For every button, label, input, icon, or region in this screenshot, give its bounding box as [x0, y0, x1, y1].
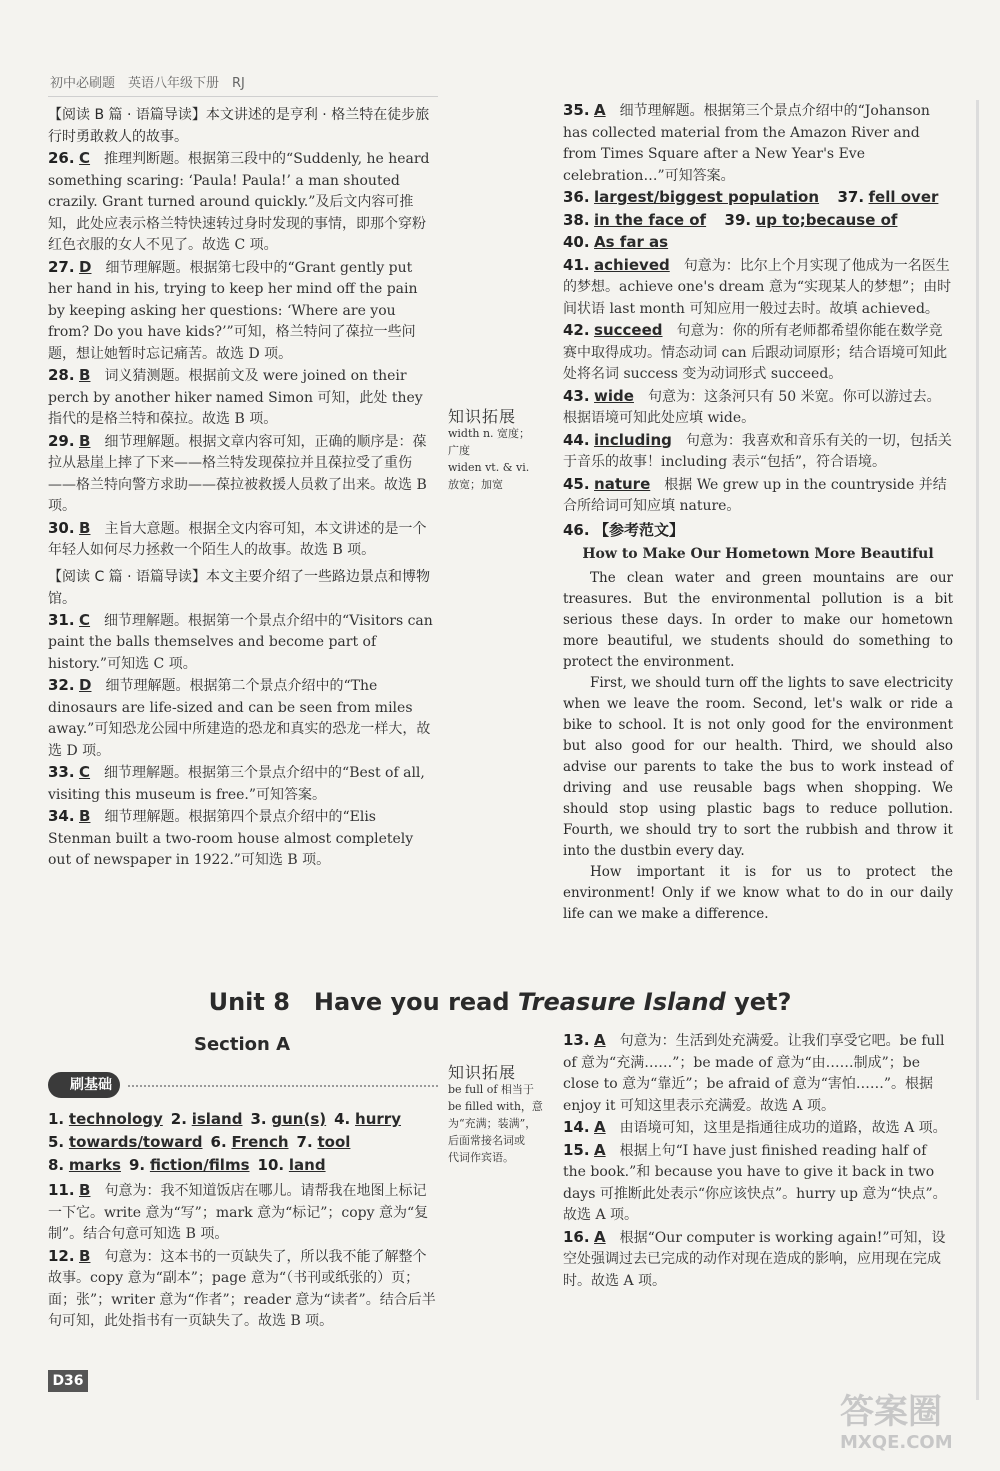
answer-key: B — [79, 518, 91, 537]
answer-item — [563, 100, 953, 187]
answer-key: fell over — [868, 188, 939, 206]
answer-item — [563, 320, 953, 386]
answer-key: D — [79, 676, 92, 694]
answer-key: fiction/films — [149, 1156, 250, 1174]
question-number: 44. — [563, 430, 590, 449]
question-number: 13. — [563, 1031, 590, 1049]
answer-key: C — [79, 763, 91, 781]
reading-b-intro: 【阅读 B 篇 · 语篇导读】本文讲述的是亨利 · 格兰特在徒步旅行时勇敢救人的故事。 — [48, 107, 430, 145]
essay-paragraph: The clean water and green mountains are our treasures. But the environmental pollution is a bit serious these days. In order to make our hometown more beautiful, we students should do something to protect the environment. — [563, 569, 953, 670]
section-title: Section A — [194, 1034, 290, 1055]
knowledge-note-1 — [448, 408, 556, 493]
question-number: 34. — [48, 807, 75, 825]
answer-explanation: 句意为：这本书的一页缺失了，所以我不能了解整个故事。copy 意为“副本”；page 意为“（书刊或纸张的）页；面；张”；writer 意为“作者”；reader 意为“读者”。结合后半句可知，此处指书有一页缺失了。故选 B 项。 — [48, 1248, 436, 1329]
question-number: 29. — [48, 431, 75, 450]
question-number: 40. — [563, 233, 590, 251]
page-number: D36 — [48, 1370, 88, 1392]
question-number: 45. — [563, 474, 590, 493]
basics-row — [48, 1131, 409, 1154]
question-number: 28. — [48, 366, 75, 384]
question-number: 14. — [563, 1118, 590, 1136]
note-line: 后面常接名词或 — [448, 1134, 525, 1147]
answer-key: A — [594, 1118, 606, 1136]
header-divider — [48, 96, 438, 97]
left-answer-list-2 — [48, 610, 438, 872]
essay-paragraph: First, we should turn off the lights to save electricity when we leave the room. Second, let's walk or ride a bike to school. It is not only good for the environment but also good for our health. Third, we should also advise our parents to take the bus to work instead of driving and use reusable bags when shopping. We should stop using plastic bags to reduce pollution. Fourth, we should try to sort the rubbish and throw it into the dustbin every day. — [563, 674, 953, 859]
unit-title-suffix: yet? — [725, 988, 792, 1016]
answer-explanation: 细节理解题。根据第二个景点介绍中的“The dinosaurs are life-sized and can be seen from miles away.”可知恐龙公园中所建造的恐龙和真实的恐龙一样大，故选 D 项。 — [48, 678, 431, 759]
note-line: width n. 宽度； — [448, 427, 531, 440]
answer-explanation: 根据上句“I have just finished reading half of the book.”和 because you have to give it back in two days 可推断此处表示“你应该快点”。hurry up 意为“快点”。故选 A 项。 — [563, 1142, 947, 1223]
answer-item — [48, 610, 438, 676]
answer-explanation: 细节理解题。根据第三个景点介绍中的“Best of all, visiting this museum is free.”可知答案。 — [48, 765, 425, 803]
answer-key: B — [79, 1181, 91, 1199]
answer-item — [563, 430, 953, 474]
answer-explanation: 根据 We grew up in the countryside 并结合所给词可知应填 nature。 — [563, 476, 947, 514]
answer-item — [563, 1117, 953, 1140]
answer-key: A — [594, 1227, 606, 1246]
answer-key: C — [79, 149, 91, 167]
unit-title-prefix: Unit 8 Have you read — [208, 988, 518, 1016]
question-number: 30. — [48, 518, 75, 537]
answer-key: As far as — [594, 233, 669, 251]
essay-paragraph: How important it is for us to protect the environment! Only if we know what to do in our daily life can we make a difference. — [563, 863, 953, 922]
answer-key: including — [594, 430, 672, 449]
note-line: 代词作宾语。 — [448, 1151, 514, 1164]
question-number: 7. — [296, 1133, 313, 1151]
question-number: 4. — [334, 1110, 351, 1128]
answer-explanation: 推理判断题。根据第三段中的“Suddenly, he heard something scaring: ‘Paula! Paula!’ a man shouted crazily. Grant turned around quickly.”及后文内容可推知，此处应表示格兰特快速转过身时发现的事情，即那个穿粉红色衣服的女人不见了。故选 C 项。 — [48, 151, 430, 253]
answer-explanation: 细节理解题。根据第三个景点介绍中的“Johanson has collected material from the Amazon River and from Times Square after a New Year's Eve celebration…”可知答案。 — [563, 103, 930, 184]
answer-key: in the face of — [594, 210, 707, 229]
question-number: 1. — [48, 1110, 65, 1128]
question-number: 6. — [210, 1133, 227, 1151]
question-number: 8. — [48, 1156, 65, 1174]
answer-key: B — [79, 1246, 91, 1265]
unit-title — [0, 982, 1000, 1017]
knowledge-note-2 — [448, 1064, 556, 1166]
answer-item — [48, 148, 438, 257]
answer-item — [48, 431, 438, 518]
right-column — [563, 100, 953, 925]
left-column — [48, 104, 438, 872]
answer-key: B — [79, 366, 91, 384]
note-line: be filled with，意 — [448, 1100, 543, 1113]
answer-item — [563, 1227, 953, 1293]
basics-answers — [48, 1108, 409, 1177]
answer-item — [48, 806, 438, 872]
basics-row — [48, 1108, 409, 1131]
answer-key: C — [79, 610, 91, 629]
answer-item — [48, 518, 438, 562]
answer-explanation: 细节理解题。根据第一个景点介绍中的“Visitors can paint the balls themselves and become part of history.”可知选 C 项。 — [48, 612, 433, 672]
answer-explanation: 由语境可知，这里是指通往成功的道路，故选 A 项。 — [619, 1120, 947, 1136]
bottom-left-answers — [48, 1180, 438, 1333]
answer-item — [563, 1140, 953, 1227]
answer-item — [48, 1246, 438, 1333]
answer-item — [563, 232, 953, 255]
answer-key: wide — [594, 386, 634, 405]
badge-dotted-rule — [128, 1085, 438, 1087]
knowledge-note-title: 知识拓展 — [448, 407, 517, 426]
answer-key: B — [79, 807, 91, 825]
essay-body — [563, 568, 953, 925]
answer-item — [563, 474, 953, 518]
reading-c-intro: 【阅读 C 篇 · 语篇导读】本文主要介绍了一些路边景点和博物馆。 — [48, 568, 431, 607]
bottom-right-answers — [563, 1030, 953, 1292]
answer-key: A — [594, 1140, 606, 1159]
answer-key: nature — [594, 474, 651, 493]
basics-badge: 刷基础 — [48, 1072, 120, 1098]
page-header: 初中必刷题 英语八年级下册 RJ — [50, 76, 245, 91]
note-line: 放宽；加宽 — [448, 478, 503, 491]
answer-item — [48, 365, 438, 431]
answer-explanation: 词义猜测题。根据前文及 were joined on their perch by another hiker named Simon 可知，此处 they 指代的是格兰特和葆拉。故选 B 项。 — [48, 368, 423, 427]
right-answer-list — [563, 100, 953, 518]
question-number: 9. — [128, 1156, 146, 1174]
question-number: 37. — [837, 188, 865, 206]
answer-key: D — [79, 257, 92, 276]
answer-key: towards/toward — [68, 1133, 203, 1151]
question-number: 31. — [48, 610, 75, 629]
note-line: 广度 — [448, 444, 470, 457]
answer-key: A — [594, 1031, 606, 1049]
basics-row — [48, 1154, 409, 1177]
question-number: 16. — [563, 1227, 590, 1246]
answer-key: technology — [68, 1110, 163, 1128]
answer-explanation: 细节理解题。根据第七段中的“Grant gently put her hand in his, trying to keep her mind off the pain by keeping asking her questions: ‘Where are you from? Do you have kids?’”可知，格兰特问了葆拉一些问题，想让她暂时忘记痛苦。故选 D 项。 — [48, 259, 418, 362]
answer-key: marks — [68, 1156, 121, 1174]
answer-item — [48, 1180, 438, 1246]
question-number: 10. — [257, 1156, 285, 1174]
answer-item — [48, 257, 438, 366]
note-line: widen vt. & vi. — [448, 461, 530, 474]
left-answer-list — [48, 148, 438, 562]
answer-explanation: 根据“Our computer is working again!”可知，设空处强调过去已完成的动作对现在造成的影响，应用现在完成时。故选 A 项。 — [563, 1229, 946, 1289]
question-number: 46. — [563, 520, 590, 539]
question-number: 38. — [563, 210, 590, 229]
answer-explanation: 句意为：这条河只有 50 米宽。你可以游过去。根据语境可知此处应填 wide。 — [563, 388, 941, 426]
answer-item — [563, 1030, 953, 1117]
question-number: 36. — [563, 188, 590, 206]
answer-key: up to;because of — [755, 210, 898, 229]
question-number: 2. — [170, 1110, 187, 1128]
answer-key: tool — [317, 1133, 351, 1151]
answer-explanation: 句意为：比尔上个月实现了他成为一名医生的梦想。achieve one's dream 意为“实现某人的梦想”；由时间状语 last month 可知应用一般过去时。故填 achieved。 — [563, 257, 952, 317]
answer-explanation: 句意为：你的所有老师都希望你能在数学竞赛中取得成功。情态动词 can 后跟动词原形；结合语境可知此处将名词 success 变为动词形式 succeed。 — [563, 323, 948, 382]
watermark-url: MXQE.COM — [840, 1432, 953, 1453]
answer-item — [563, 210, 953, 233]
question-number: 11. — [48, 1181, 75, 1199]
question-number: 12. — [48, 1246, 75, 1265]
question-number: 41. — [563, 255, 590, 274]
question-number: 43. — [563, 386, 590, 405]
answer-key: land — [288, 1156, 326, 1174]
note-line: 为“充满；装满”， — [448, 1117, 537, 1130]
answer-key: French — [231, 1133, 289, 1151]
answer-key: largest/biggest population — [594, 188, 820, 206]
question-number: 27. — [48, 257, 75, 276]
question-number: 39. — [724, 210, 752, 229]
knowledge-note-title: 知识拓展 — [448, 1063, 517, 1082]
unit-title-book: Treasure Island — [517, 988, 726, 1016]
essay-title: How to Make Our Hometown More Beautiful — [582, 546, 934, 562]
question-number: 15. — [563, 1140, 590, 1159]
watermark-logo: 答案圈 — [840, 1392, 942, 1432]
note-line: be full of 相当于 — [448, 1083, 534, 1096]
question-number: 33. — [48, 763, 75, 781]
page-edge-shadow — [976, 100, 979, 1400]
question-number: 35. — [563, 101, 590, 119]
question-number: 5. — [48, 1133, 65, 1151]
answer-item — [48, 675, 438, 762]
answer-explanation: 句意为：我不知道饭店在哪儿。请帮我在地图上标记一下它。write 意为“写”；mark 意为“标记”；copy 意为“复制”。结合句意可知选 B 项。 — [48, 1183, 429, 1242]
answer-key: hurry — [355, 1110, 401, 1128]
answer-explanation: 主旨大意题。根据全文内容可知，本文讲述的是一个年轻人如何尽力拯救一个陌生人的故事。故选 B 项。 — [48, 520, 427, 558]
answer-key: island — [191, 1110, 243, 1128]
answer-key: succeed — [594, 321, 663, 339]
answer-explanation: 细节理解题。根据文章内容可知，正确的顺序是：葆拉从悬崖上摔了下来——格兰特发现葆拉并且葆拉受了重伤——格兰特向警方求助——葆拉被救援人员救了出来。故选 B 项。 — [48, 433, 427, 514]
answer-item — [563, 255, 953, 321]
answer-item — [48, 762, 438, 806]
answer-item — [563, 386, 953, 430]
essay-label: 【参考范文】 — [594, 520, 685, 539]
question-number: 26. — [48, 149, 75, 167]
answer-explanation: 句意为：我喜欢和音乐有关的一切，包括关于音乐的故事！including 表示“包括”，符合语境。 — [563, 432, 952, 470]
answer-key: gun(s) — [271, 1110, 327, 1128]
question-number: 32. — [48, 676, 75, 694]
question-number: 42. — [563, 321, 590, 339]
answer-explanation: 细节理解题。根据第四个景点介绍中的“Elis Stenman built a two-room house almost completely out of newspaper in 1922.”可知选 B 项。 — [48, 809, 414, 868]
answer-item — [563, 187, 953, 210]
answer-key: A — [594, 101, 606, 119]
answer-key: B — [79, 431, 91, 450]
question-number: 3. — [250, 1110, 267, 1128]
answer-key: achieved — [594, 255, 670, 274]
answer-explanation: 句意为：生活到处充满爱。让我们享受它吧。be full of 意为“充满……”；be made of 意为“由……制成”；be close to 意为“靠近”；be afraid of 意为“害怕……”。根据 enjoy it 可知这里表示充满爱。故选 A 项。 — [563, 1033, 945, 1114]
